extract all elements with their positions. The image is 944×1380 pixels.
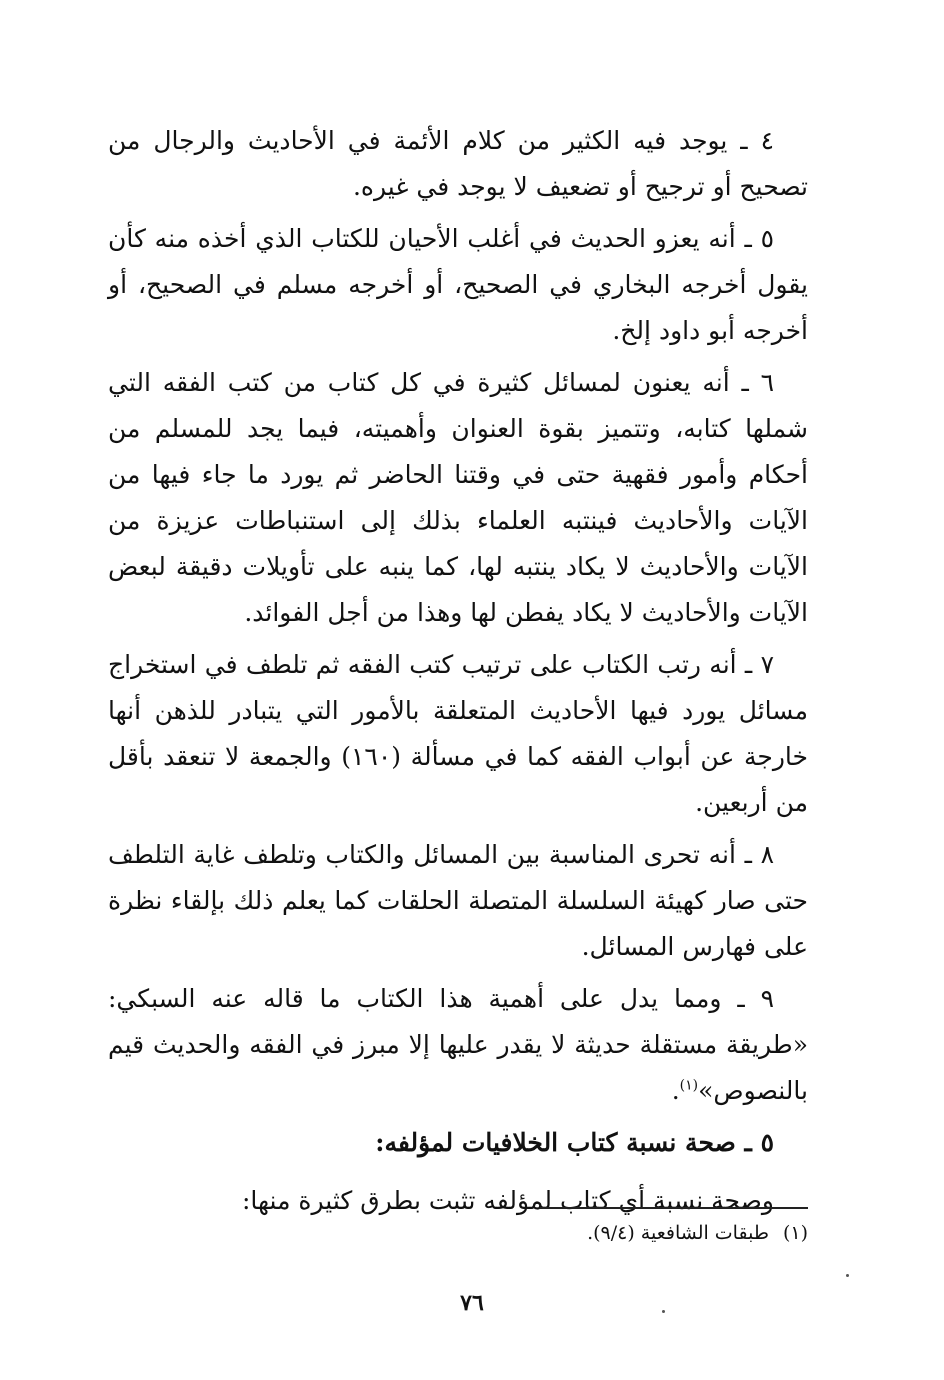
- footnote-number: (١): [782, 1222, 808, 1244]
- section-heading: ٥ ـ صحة نسبة كتاب الخلافيات لمؤلفه:: [375, 1128, 774, 1157]
- footnote: [108, 1218, 808, 1248]
- scan-speck: [662, 1310, 665, 1313]
- paragraph-5: ٥ ـ أنه يعزو الحديث في أغلب الأحيان للكتاب الذي أخذه منه كأن يقول أخرجه البخاري في الصحيح، أو أخرجه مسلم في الصحيح، أو أخرجه أبو داود إلخ.: [108, 224, 808, 345]
- paragraph-9-end: .: [671, 1076, 680, 1105]
- paragraph-4: ٤ ـ يوجد فيه الكثير من كلام الأئمة في الأحاديث والرجال من تصحيح أو ترجيح أو تضعيف لا يوجد في غيره.: [108, 126, 808, 201]
- footnote-divider: [540, 1207, 808, 1209]
- scan-speck: [846, 1274, 849, 1277]
- paragraph-8: ٨ ـ أنه تحرى المناسبة بين المسائل والكتاب وتلطف غاية التلطف حتى صار كهيئة السلسلة المتصلة الحلقات كما يعلم ذلك بإلقاء نظرة على فهارس المسائل.: [108, 840, 808, 961]
- paragraph-9: [108, 976, 808, 1114]
- paragraph-6: ٦ ـ أنه يعنون لمسائل كثيرة في كل كتاب من كتب الفقه التي شملها كتابه، وتتميز بقوة العنوان وأهميته، فيما يجد للمسلم من أحكام وأمور فقهية حتى في وقتنا الحاضر ثم يورد ما جاء فيها من الآيات والأحاديث فينتبه العلماء بذلك إلى استنباطات عزيزة من الآيات والأحاديث لا يكاد ينتبه لها، كما ينبه على تأويلات دقيقة لبعض الآيات والأحاديث لا يكاد يفطن لها وهذا من أجل الفوائد.: [108, 368, 808, 627]
- page-number: ٧٦: [460, 1290, 484, 1316]
- paragraph-9-text: ٩ ـ ومما يدل على أهمية هذا الكتاب ما قاله عنه السبكي: «طريقة مستقلة حديثة لا يقدر عليها إلا مبرز في الفقه والحديث قيم بالنصوص»: [108, 984, 808, 1105]
- section-intro: وصحة نسبة أي كتاب لمؤلفه تثبت بطرق كثيرة منها:: [241, 1186, 774, 1215]
- footnote-text: طبقات الشافعية (٩/٤).: [587, 1222, 769, 1244]
- paragraph-7: ٧ ـ أنه رتب الكتاب على ترتيب كتب الفقه ثم تلطف في استخراج مسائل يورد فيها الأحاديث المتعلقة بالأمور التي يتبادر للذهن أنها خارجة عن أبواب الفقه كما في مسألة (١٦٠) والجمعة لا تنعقد بأقل من أربعين.: [108, 650, 808, 817]
- main-text: [108, 118, 808, 1224]
- footnote-reference[interactable]: (١): [679, 1077, 699, 1094]
